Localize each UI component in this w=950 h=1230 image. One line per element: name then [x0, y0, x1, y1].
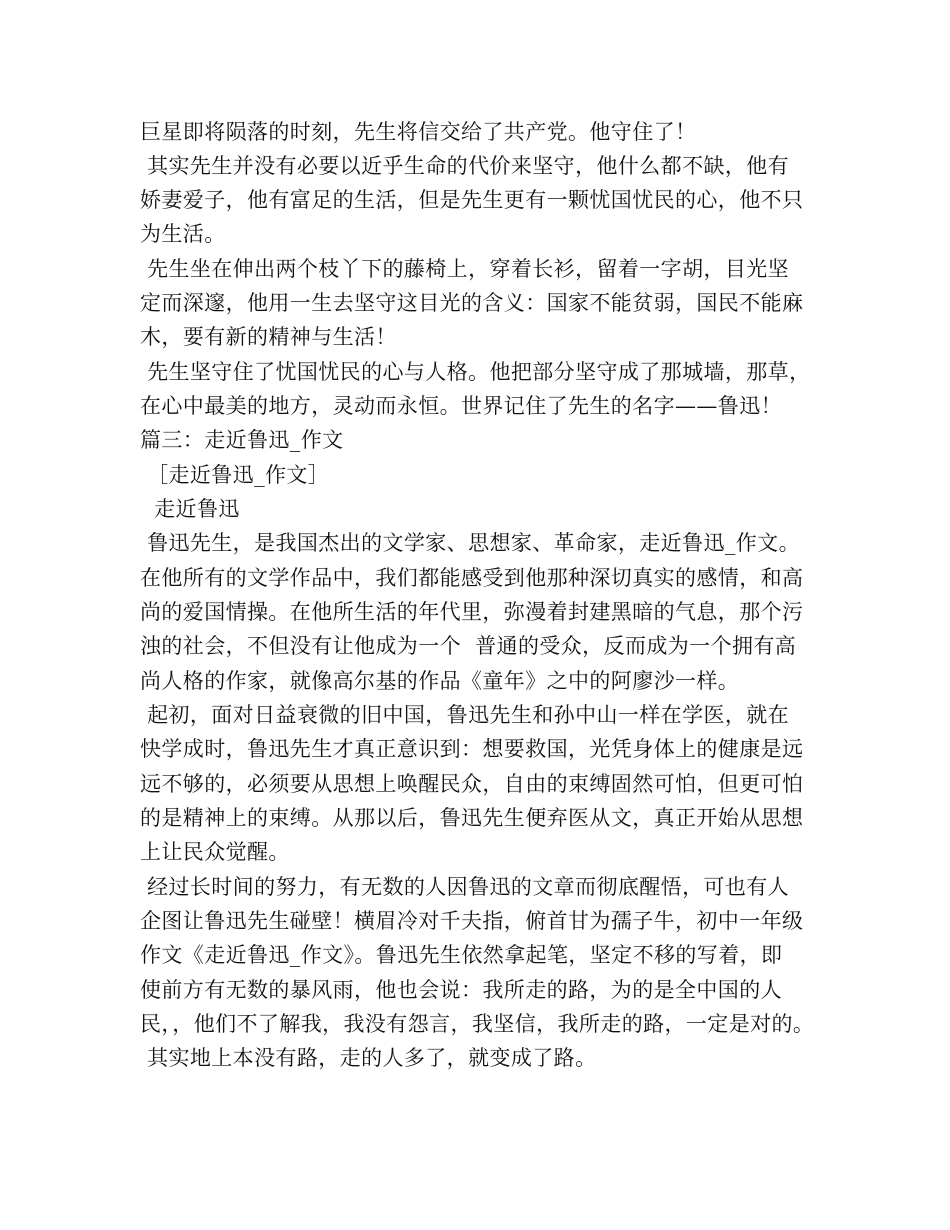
- text-line: 定而深邃，他用一生去坚守这目光的含义：国家不能贫弱，国民不能麻: [140, 291, 804, 315]
- text-line: 的是精神上的束缚。从那以后，鲁迅先生便弃医从文，真正开始从思想: [140, 806, 804, 830]
- text-line: 巨星即将陨落的时刻，先生将信交给了共产党。他守住了！: [140, 120, 697, 144]
- text-line: 其实地上本没有路，走的人多了，就变成了路。: [140, 1046, 597, 1070]
- text-line: 使前方有无数的暴风雨，他也会说：我所走的路，为的是全中国的人: [140, 978, 782, 1002]
- article-title-bracketed: ［走近鲁迅_作文］: [140, 463, 330, 487]
- text-line: 起初，面对日益衰微的旧中国，鲁迅先生和孙中山一样在学医，就在: [140, 703, 790, 727]
- text-line: 鲁迅先生，是我国杰出的文学家、思想家、革命家，走近鲁迅_作文。: [140, 531, 800, 555]
- text-line: 浊的社会，不但没有让他成为一个 普通的受众，反而成为一个拥有高: [140, 634, 797, 658]
- text-line: 尚的爱国情操。在他所生活的年代里，弥漫着封建黑暗的气息，那个污: [140, 600, 804, 624]
- text-line: 快学成时，鲁迅先生才真正意识到：想要救国，光凭身体上的健康是远: [140, 737, 804, 761]
- text-line: 其实先生并没有必要以近乎生命的代价来坚守，他什么都不缺，他有: [140, 154, 790, 178]
- text-line: 木，要有新的精神与生活！: [140, 325, 397, 349]
- text-line: 在心中最美的地方，灵动而永恒。世界记住了先生的名字——鲁迅！: [140, 394, 782, 418]
- text-line: 尚人格的作家，就像高尔基的作品《童年》之中的阿廖沙一样。: [140, 669, 740, 693]
- text-line: 在他所有的文学作品中，我们都能感受到他那种深切真实的感情，和高: [140, 566, 804, 590]
- text-line: 经过长时间的努力，有无数的人因鲁迅的文章而彻底醒悟，可也有人: [140, 875, 790, 899]
- text-line: 为生活。: [140, 222, 226, 246]
- text-line: 作文《走近鲁迅_作文》。鲁迅先生依然拿起笔，坚定不移的写着，即: [140, 943, 783, 967]
- text-line: 企图让鲁迅先生碰壁！横眉冷对千夫指，俯首甘为孺子牛，初中一年级: [140, 909, 804, 933]
- text-line: 先生坚守住了忧国忧民的心与人格。他把部分坚守成了那城墙，那草，: [140, 360, 811, 384]
- section-heading: 篇三：走近鲁迅_作文: [140, 428, 344, 452]
- text-line: 先生坐在伸出两个枝丫下的藤椅上，穿着长衫，留着一字胡，目光坚: [140, 257, 790, 281]
- text-line: 娇妻爱子，他有富足的生活，但是先生更有一颗忧国忧民的心，他不只: [140, 188, 804, 212]
- article-title: 走近鲁迅: [140, 497, 240, 521]
- text-line: 远不够的，必须要从思想上唤醒民众，自由的束缚固然可怕，但更可怕: [140, 772, 804, 796]
- text-line: 上让民众觉醒。: [140, 840, 290, 864]
- text-line: 民，，他们不了解我，我没有怨言，我坚信，我所走的路，一定是对的。: [140, 1012, 815, 1036]
